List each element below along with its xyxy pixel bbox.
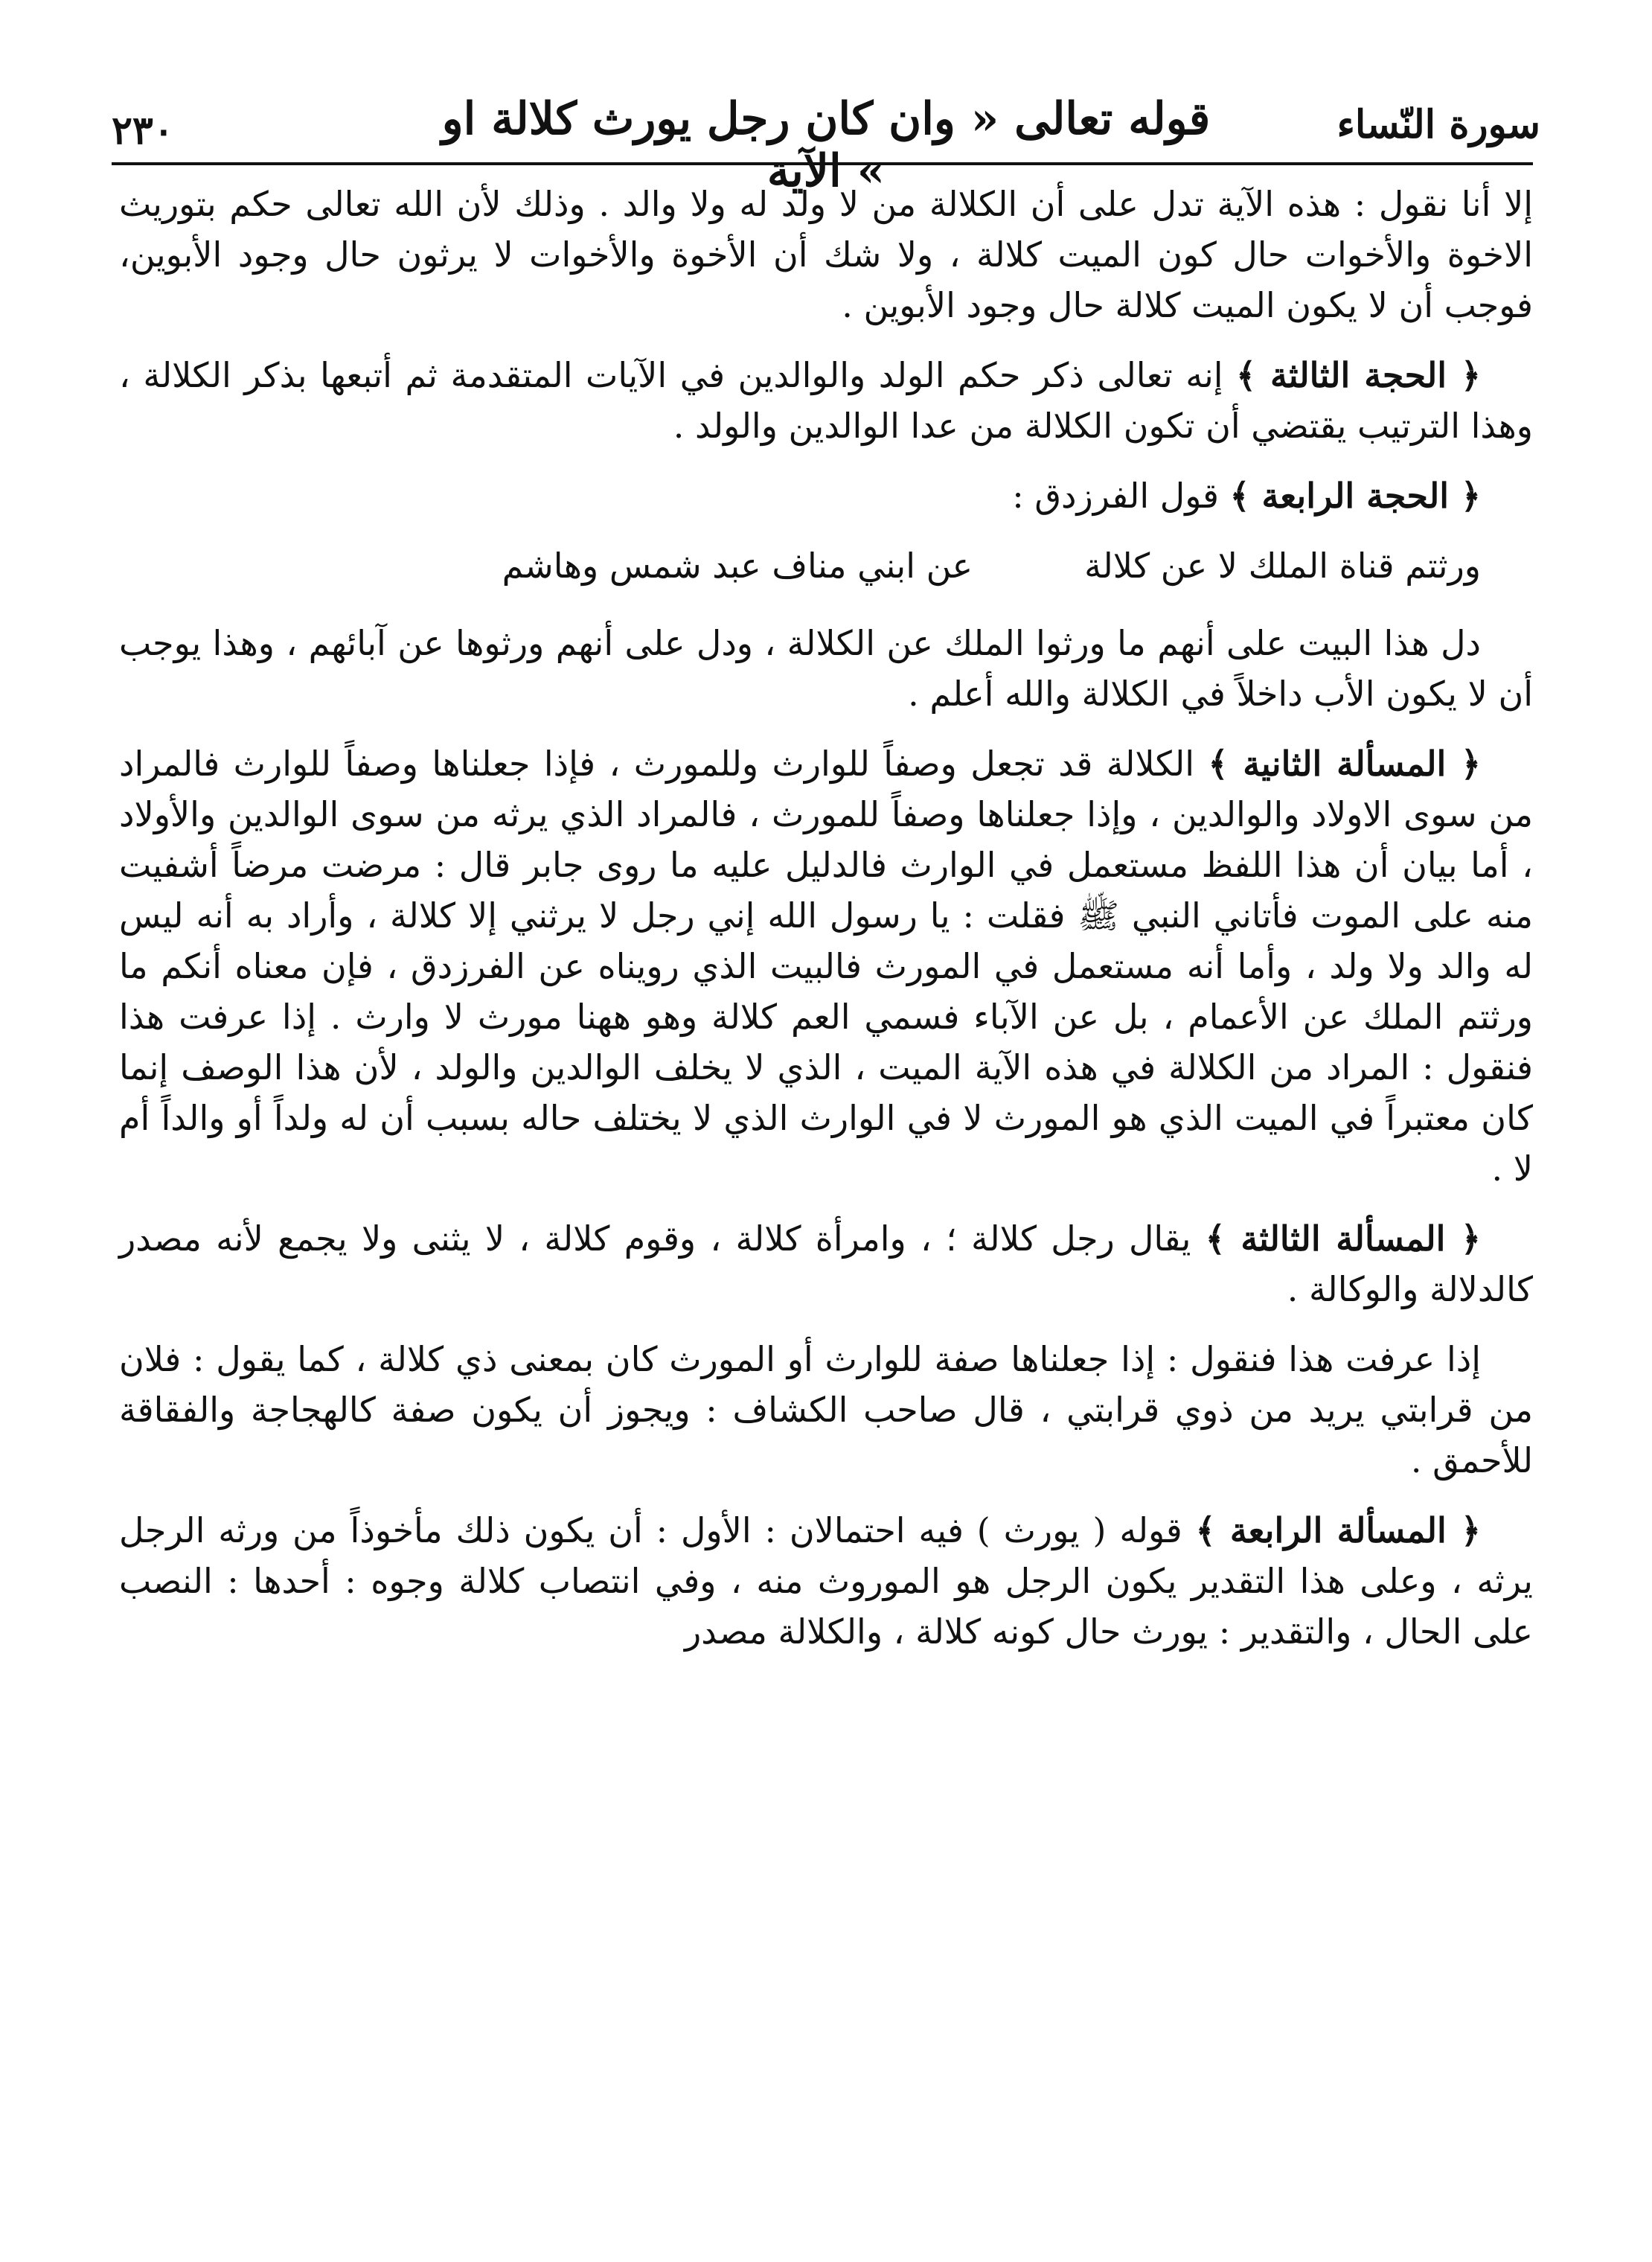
section-heading: ﴿ المسألة الثانية ﴾ (1208, 744, 1482, 784)
running-header (112, 78, 1540, 197)
page-body (119, 179, 1533, 1676)
page-number: ٢٣٠ (112, 108, 174, 153)
paragraph (119, 350, 1533, 451)
paragraph-text: يقال رجل كلالة ؛ ، وامرأة كلالة ، وقوم كلالة ، لا يثنى ولا يجمع لأنه مصدر كالدلالة والوكالة . (119, 1218, 1533, 1309)
paragraph-text: الكلالة قد تجعل وصفاً للوارث وللمورث ، فإذا جعلناها وصفاً للوارث فالمراد من سوى الاولاد والوالدين ، وإذا جعلناها وصفاً للمورث ، فالمراد الذي يرثه من سوى الوالدين والأولاد ، أما بيان أن هذا اللفظ مستعمل في الوارث فالدليل عليه ما روى جابر قال : مرضت مرضاً أشفيت منه على الموت فأتاني النبي ﷺ فقلت : يا رسول الله إني رجل لا يرثني إلا كلالة ، وأراد به أنه ليس له والد ولا ولد ، وأما أنه مستعمل في المورث فالبيت الذي رويناه عن الفرزدق ، فإن معناه أنكم ما ورثتم الملك عن الأعمام ، بل عن الآباء فسمي العم كلالة وهو ههنا مورث لا وارث . إذا عرفت هذا فنقول : المراد من الكلالة في هذه الآية الميت ، الذي لا يخلف الوالدين والولد ، لأن هذا الوصف إنما كان معتبراً في الميت الذي هو المورث لا في الوارث الذي لا يختلف حاله بسبب أن له ولداً أو والداً أم لا . (119, 744, 1533, 1189)
paragraph-text: قوله ( يورث ) فيه احتمالان : الأول : أن يكون ذلك مأخوذاً من ورثه الرجل يرثه ، وعلى هذا التقدير يكون الرجل هو الموروث منه ، وفي انتصاب كلالة وجوه : أحدها : النصب على الحال ، والتقدير : يورث حال كونه كلالة ، والكلالة مصدر (119, 1510, 1533, 1652)
paragraph-text: إلا أنا نقول : هذه الآية تدل على أن الكلالة من لا ولد له ولا والد . وذلك لأن الله تعالى حكم بتوريث الاخوة والأخوات حال كون الميت كلالة ، ولا شك أن الأخوة والأخوات لا يرثون حال وجود الأبوين، فوجب أن لا يكون الميت كلالة حال وجود الأبوين . (119, 184, 1533, 325)
paragraph-text: دل هذا البيت على أنهم ما ورثوا الملك عن الكلالة ، ودل على أنهم ورثوها عن آبائهم ، وهذا يوجب أن لا يكون الأب داخلاً في الكلالة والله أعلم . (119, 623, 1533, 714)
poetry-verse (119, 540, 1533, 591)
paragraph (119, 1505, 1533, 1657)
verse-first-hemistich: ورثتم قناة الملك لا عن كلالة (1084, 546, 1481, 586)
paragraph-text: إنه تعالى ذكر حكم الولد والوالدين في الآيات المتقدمة ثم أتبعها بذكر الكلالة ، وهذا الترتيب يقتضي أن تكون الكلالة من عدا الوالدين والولد . (119, 355, 1533, 446)
surah-name: سورة النّساء (1336, 102, 1540, 147)
header-title: قوله تعالى « وان كان رجل يورث كلالة او » الآية (441, 93, 1211, 197)
section-heading: ﴿ الحجة الثالثة ﴾ (1236, 355, 1481, 395)
paragraph (119, 1213, 1533, 1314)
paragraph (119, 738, 1533, 1194)
section-heading: ﴿ الحجة الرابعة ﴾ (1229, 476, 1481, 516)
section-heading: ﴿ المسألة الرابعة ﴾ (1195, 1510, 1481, 1550)
verse-second-hemistich: عن ابني مناف عبد شمس وهاشم (502, 546, 973, 586)
paragraph-text: قول الفرزدق : (1012, 476, 1230, 516)
section-heading: ﴿ المسألة الثالثة ﴾ (1205, 1218, 1481, 1259)
paragraph (119, 1334, 1533, 1486)
paragraph-text: إذا عرفت هذا فنقول : إذا جعلناها صفة للوارث أو المورث كان بمعنى ذي كلالة ، كما يقول : فلان من قرابتي يريد من ذوي قرابتي ، قال صاحب الكشاف : ويجوز أن يكون صفة كالهجاجة والفقاقة للأحمق . (119, 1339, 1533, 1480)
verse-gap (973, 540, 1084, 591)
paragraph (119, 179, 1533, 330)
header-divider (112, 162, 1533, 165)
paragraph (119, 470, 1533, 521)
paragraph (119, 618, 1533, 719)
